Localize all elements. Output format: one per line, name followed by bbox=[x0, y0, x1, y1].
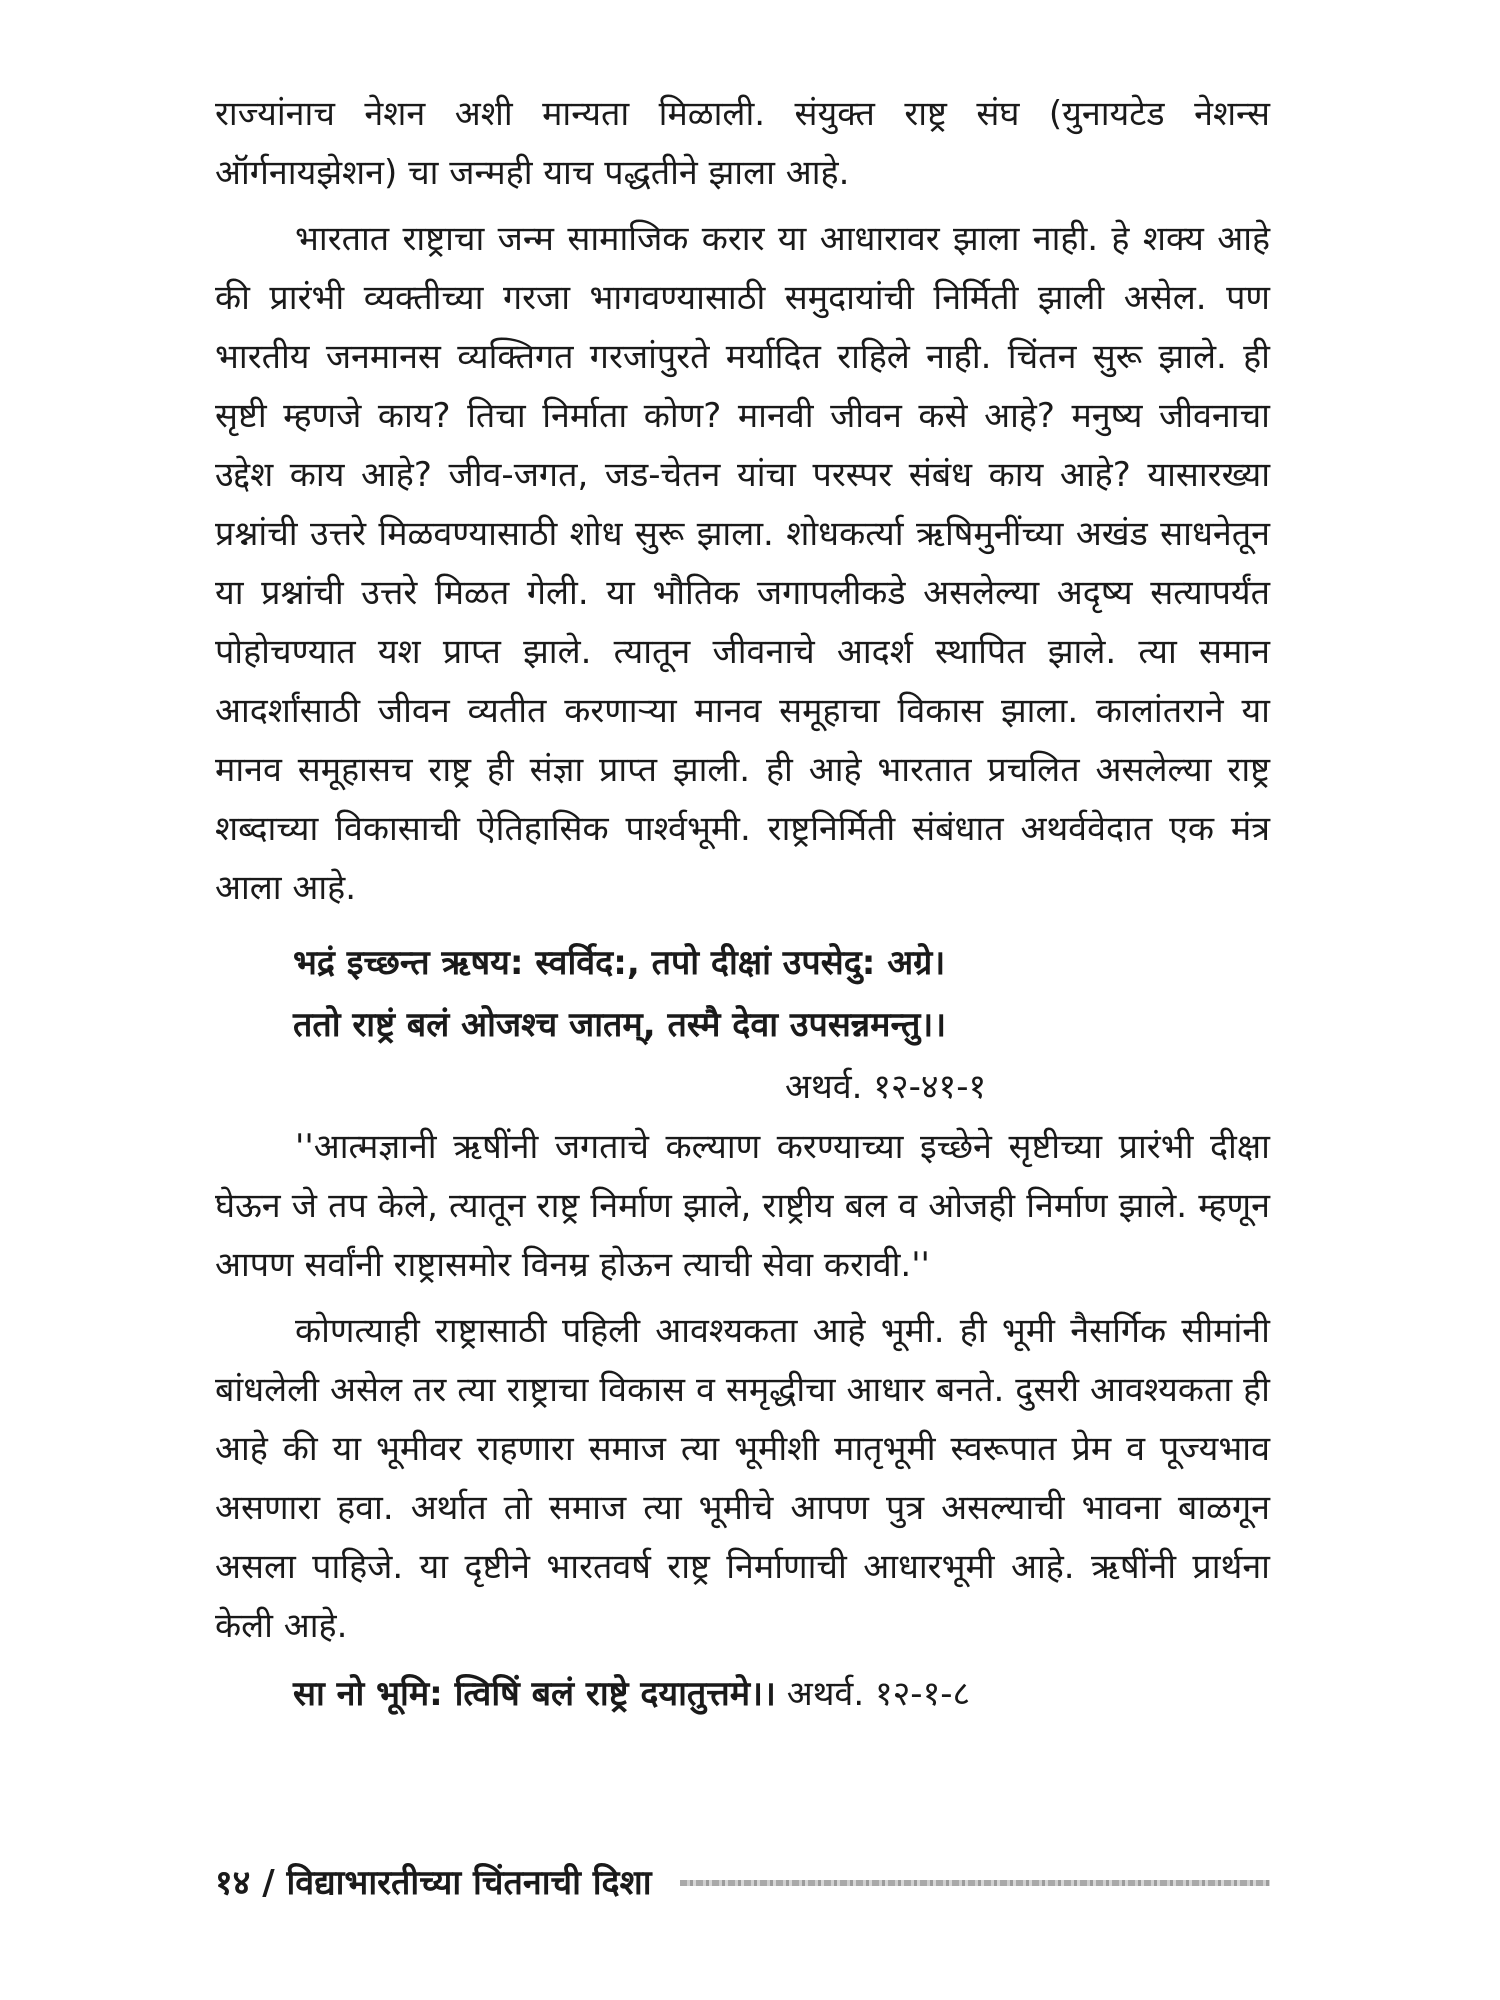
verse-2-reference: अथर्व. १२-१-८ bbox=[786, 1674, 971, 1714]
page-footer bbox=[215, 1853, 1270, 1909]
verse-2-text: सा नो भूमि: त्विषिं बलं राष्ट्रे दयातुत्तमे।। bbox=[293, 1674, 776, 1714]
verse-line-2: ततो राष्ट्रं बलं ओजश्च जातम्, तस्मै देवा उपसन्नमन्तु।। bbox=[293, 1005, 947, 1045]
verse-block-1 bbox=[215, 932, 1270, 1118]
page-number: १४ bbox=[215, 1863, 251, 1903]
paragraph-1: राज्यांनाच नेशन अशी मान्यता मिळाली. संयुक्त राष्ट्र संघ (युनायटेड नेशन्स ऑर्गनायझेशन) चा जन्मही याच पद्धतीने झाला आहे. bbox=[215, 94, 1270, 193]
paragraph-3: ''आत्मज्ञानी ऋषींनी जगताचे कल्याण करण्याच्या इच्छेने सृष्टीच्या प्रारंभी दीक्षा घेऊन जे तप केले, त्यातून राष्ट्र निर्माण झाले, राष्ट्रीय बल व ओजही निर्माण झाले. म्हणून आपण सर्वांनी राष्ट्रासमोर विनम्र होऊन त्याची सेवा करावी.'' bbox=[215, 1127, 1270, 1285]
verse-block-2 bbox=[215, 1664, 1270, 1724]
paragraph-2: भारतात राष्ट्राचा जन्म सामाजिक करार या आधारावर झाला नाही. हे शक्य आहे की प्रारंभी व्यक्तीच्या गरजा भागवण्यासाठी समुदायांची निर्मिती झाली असेल. पण भारतीय जनमानस व्यक्तिगत गरजांपुरते मर्यादित राहिले नाही. चिंतन सुरू झाले. ही सृष्टी म्हणजे काय? तिचा निर्माता कोण? मानवी जीवन कसे आहे? मनुष्य जीवनाचा उद्देश काय आहे? जीव-जगत, जड-चेतन यांचा परस्पर संबंध काय आहे? यासारख्या प्रश्नांची उत्तरे मिळवण्यासाठी शोध सुरू झाला. शोधकर्त्या ऋषिमुनींच्या अखंड साधनेतून या प्रश्नांची उत्तरे मिळत गेली. या भौतिक जगापलीकडे असलेल्या अदृष्य सत्यापर्यंत पोहोचण्यात यश प्राप्त झाले. त्यातून जीवनाचे आदर्श स्थापित झाले. त्या समान आदर्शांसाठी जीवन व्यतीत करणाऱ्या मानव समूहाचा विकास झाला. कालांतराने या मानव समूहासच राष्ट्र ही संज्ञा प्राप्त झाली. ही आहे भारतात प्रचलित असलेल्या राष्ट्र शब्दाच्या विकासाची ऐतिहासिक पार्श्वभूमी. राष्ट्रनिर्मिती संबंधात अथर्ववेदात एक मंत्र आला आहे. bbox=[215, 219, 1270, 908]
footer-separator: / bbox=[262, 1863, 275, 1903]
book-title: विद्याभारतीच्या चिंतनाची दिशा bbox=[286, 1863, 652, 1903]
verse-reference: अथर्व. १२-४१-१ bbox=[785, 1067, 987, 1107]
footer-label bbox=[215, 1858, 652, 1904]
paragraph-4: कोणत्याही राष्ट्रासाठी पहिली आवश्यकता आहे भूमी. ही भूमी नैसर्गिक सीमांनी बांधलेली असेल तर त्या राष्ट्राचा विकास व समृद्धीचा आधार बनते. दुसरी आवश्यकता ही आहे की या भूमीवर राहणारा समाज त्या भूमीशी मातृभूमी स्वरूपात प्रेम व पूज्यभाव असणारा हवा. अर्थात तो समाज त्या भूमीचे आपण पुत्र असल्याची भावना बाळगून असला पाहिजे. या दृष्टीने भारतवर्ष राष्ट्र निर्माणाची आधारभूमी आहे. ऋषींनी प्रार्थना केली आहे. bbox=[215, 1311, 1270, 1646]
verse-line-1: भद्रं इच्छन्त ऋषय: स्वर्विद:, तपो दीक्षां उपसेदु: अग्रे। bbox=[293, 943, 946, 983]
footer-rule-divider bbox=[680, 1880, 1270, 1886]
page-body bbox=[215, 85, 1270, 1724]
